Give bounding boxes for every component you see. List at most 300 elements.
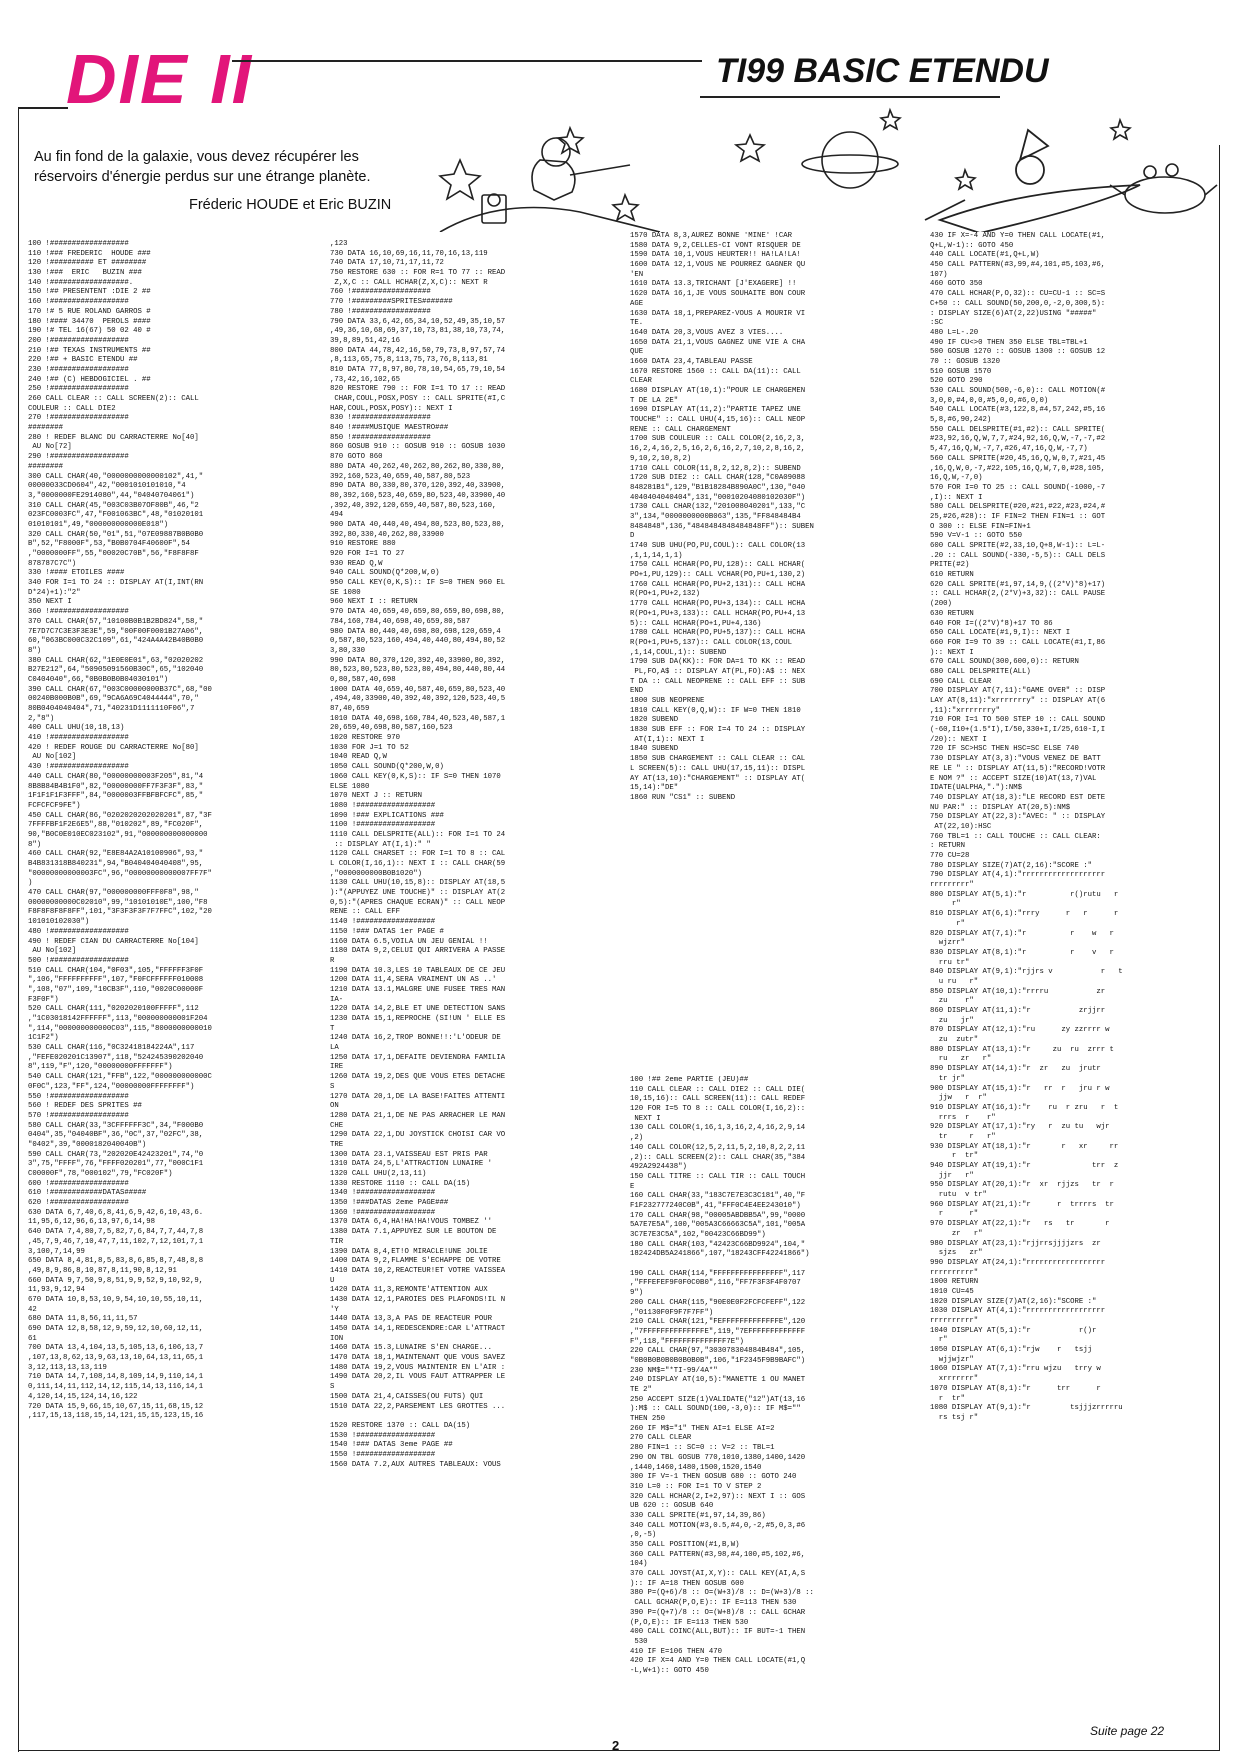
- code-line: ,1440,1460,1480,1500,1520,1540: [630, 1463, 762, 1472]
- code-line: 460 CALL CHAR(92,"E8E84A2A10100906",93,": [28, 850, 204, 859]
- code-line: C0404040",66,"0B0B0B0B04030101"): [28, 675, 169, 684]
- code-line: 250 ACCEPT SIZE(1)VALIDATE("12")AT(13,16: [630, 1395, 806, 1404]
- code-line: 023FC0003FC",47,"F001063BC",48,"01020101: [28, 511, 204, 520]
- code-line: 320 CALL CHAR(50,"01",51,"07E09887B0B0B0: [28, 530, 204, 539]
- code-line: 1290 DATA 22,1,DU JOYSTICK CHOISI CAR VO: [330, 1131, 506, 1140]
- code-line: 280 FIN=1 :: SC=0 :: V=2 :: TBL=1: [630, 1444, 775, 1453]
- code-line: 1070 NEXT J :: RETURN: [330, 792, 422, 801]
- code-line: R(PO+1,PU+3,133):: CALL HCHAR(PO,PU+4,13: [630, 609, 806, 618]
- code-line: 1050 CALL SOUND(Q*200,W,0): [330, 763, 444, 772]
- code-line: ",106,"FFFFFFFFFF",107,"F0FCFFFFFF010008: [28, 976, 204, 985]
- code-line: 392,80,330,40,262,80,33900: [330, 530, 444, 539]
- code-line: PL,FO,A$ :: DISPLAY AT(PL,FO):A$ :: NEX: [630, 667, 806, 676]
- code-line: 1030 FOR J=1 TO 52: [330, 743, 409, 752]
- code-line: 990 DATA 80,370,120,392,40,33900,80,392,: [330, 656, 506, 665]
- code-line: 1570 DATA 8,3,AUREZ BONNE 'MINE' !CAR: [630, 232, 793, 240]
- code-line: 1370 DATA 6,4,HA!HA!HA!VOUS TOMBEZ '': [330, 1218, 493, 1227]
- code-line: ########: [28, 462, 64, 471]
- code-line: ,"0000000000B0B1020"): [330, 869, 422, 878]
- code-line: #23,92,16,Q,W,7,7,#24,92,16,Q,W,-7,-7,#2: [930, 435, 1106, 444]
- code-line: 410 IF E=106 THEN 470: [630, 1647, 722, 1656]
- code-line: 960 NEXT I :: RETURN: [330, 598, 418, 607]
- code-line: 390 P=(Q+7)/8 :: O=(W+8)/8 :: CALL GCHAR: [630, 1608, 806, 1617]
- code-line: FCFCFCF9FE"): [28, 801, 81, 810]
- code-line: 560 CALL SPRITE(#20,45,16,Q,W,0,7,#21,45: [930, 454, 1106, 463]
- authors-credit: Fréderic HOUDE et Eric BUZIN: [189, 197, 392, 213]
- code-line: 15,14):"DE": [630, 784, 679, 793]
- code-line: 5A7E7E5A",100,"005A3C66663C5A",101,"005A: [630, 1221, 806, 1230]
- code-line: 1020 DISPLAY SIZE(7)AT(2,16):"SCORE :": [930, 1297, 1097, 1306]
- code-line: 494: [330, 511, 344, 520]
- code-line: ,"7FFFFFFFFFFFFFFE",119,"7EFFFFFFFFFFFFF: [630, 1327, 806, 1336]
- code-line: 4040404040404",131,"00010204080102030F"): [630, 493, 806, 502]
- code-line: 490 IF CU<>0 THEN 350 ELSE TBL=TBL+1: [930, 338, 1088, 347]
- code-line: tr r r": [930, 1132, 996, 1141]
- code-line: TIR: [330, 1237, 344, 1246]
- code-line: 700 DATA 13,4,104,13,5,105,13,6,106,13,7: [28, 1344, 204, 1353]
- code-line: 840 !####MUSIQUE MAESTRO###: [330, 424, 449, 433]
- code-line: 270 CALL CLEAR: [630, 1434, 692, 1443]
- code-line: 0,80,587,40,698: [330, 675, 396, 684]
- code-line: AU No[102]: [28, 947, 77, 956]
- code-line: 16,Q,W,-7,0): [930, 474, 983, 483]
- code-line: 700 DISPLAY AT(7,11):"GAME OVER" :: DISP: [930, 687, 1106, 696]
- code-line: 220 CALL CHAR(97,"303078304884B484",105,: [630, 1347, 806, 1356]
- code-line: r": [930, 1336, 948, 1345]
- code-line: 1690 DISPLAY AT(11,2):"PARTIE TAPEZ UNE: [630, 406, 801, 415]
- code-line: 1810 CALL KEY(0,Q,W):: IF W=0 THEN 1810: [630, 706, 801, 715]
- code-line: 1350 !###DATAS 2eme PAGE###: [330, 1199, 449, 1208]
- code-line: 900 DISPLAY AT(15,1):"r rr r jru r w: [930, 1084, 1110, 1093]
- code-line: COULEUR :: CALL DIE2: [28, 404, 116, 413]
- code-line: 930 DISPLAY AT(18,1):"r r xr rr: [930, 1142, 1119, 1151]
- code-line: 790 DATA 33,6,42,65,34,10,52,49,35,10,57: [330, 317, 506, 326]
- code-line: "0B0B0B0B0B0B0B0B",106,"1F2345F9B9BAFC"): [630, 1356, 806, 1365]
- code-line: 1700 SUB COULEUR :: CALL COLOR(2,16,2,3,: [630, 435, 806, 444]
- code-line: -L,W+1):: GOTO 450: [630, 1666, 709, 1675]
- code-line: 1330 RESTORE 1110 :: CALL DA(15): [330, 1179, 471, 1188]
- code-line: 1230 DATA 15,1,REPROCHE (SI!UN ' ELLE ES: [330, 1015, 506, 1023]
- code-line: HAR,COUL,POSX,POSY):: NEXT I: [330, 404, 453, 413]
- code-line: 5,47,16,Q,W,-7,7,#26,47,16,Q,W,-7,7): [930, 445, 1088, 454]
- code-line: 1390 DATA 8,4,ET!O MIRACLE!UNE JOLIE: [330, 1247, 488, 1256]
- code-line: 1860 RUN "CS1" :: SUBEND: [630, 793, 736, 802]
- code-line: T: [330, 1024, 335, 1033]
- code-line: 00000000000C02010",99,"10101010E",100,"F8: [28, 898, 208, 907]
- code-line: ,"FFFEFEF9F0F0C0B0",116,"FF7F3F3F4F0707: [630, 1279, 801, 1288]
- code-line: TRE: [330, 1140, 344, 1149]
- code-line: 39,8,89,51,42,16: [330, 336, 401, 345]
- code-line: 11,93,9,12,94: [28, 1286, 85, 1295]
- code-line: C00000F",78,"000102",79,"FC020F"): [28, 1170, 173, 1178]
- code-line: zr r": [930, 1229, 983, 1238]
- code-line: 850 DISPLAY AT(10,1):"rrrru zr: [930, 987, 1106, 996]
- stars: [440, 110, 1130, 220]
- code-line: ,45,7,9,46,7,10,47,7,11,102,7,12,101,7,1: [28, 1237, 204, 1246]
- code-line: 1680 DISPLAY AT(10,1):"POUR LE CHARGEMEN: [630, 387, 806, 395]
- code-line: 470 CALL CHAR(97,"000000000FFF0F8",98,": [28, 889, 199, 898]
- code-line: r": [930, 919, 966, 928]
- code-line: 970 DATA 40,659,40,659,80,659,80,698,80,: [330, 608, 506, 617]
- code-line: LA: [330, 1044, 339, 1053]
- code-line: : DISPLAY SIZE(6)AT(2,22)USING "#####": [930, 309, 1097, 318]
- code-line: 120 FOR I=5 TO 8 :: CALL COLOR(I,16,2)::: [630, 1105, 806, 1114]
- code-line: CHAR,COUL,POSX,POSY :: CALL SPRITE(#I,C: [330, 395, 506, 403]
- code-line: ,0,-5): [630, 1531, 657, 1540]
- code-line: 0,111,14,11,112,14,12,115,14,13,116,14,1: [28, 1383, 204, 1392]
- code-line: 140 !##################.: [28, 278, 134, 287]
- code-line: 540 CALL CHAR(121,"FFB",122,"000000000000C: [28, 1073, 212, 1082]
- code-line: 920 DISPLAY AT(17,1):"ry r zu tu wjr: [930, 1123, 1110, 1132]
- code-line: 450 CALL PATTERN(#3,99,#4,101,#5,103,#6,: [930, 261, 1106, 270]
- code-line: 200 !##################: [28, 336, 129, 345]
- code-line: 150 CALL TITRE :: CALL TIR :: CALL TOUCH: [630, 1172, 806, 1181]
- code-line: 340 CALL MOTION(#3,0.5,#4,0,-2,#5,0,3,#6: [630, 1521, 806, 1530]
- code-line: 1210 DATA 13.1,MALGRE UNE FUSEE TRES MAN: [330, 985, 506, 994]
- code-line: rru tr": [930, 958, 970, 967]
- code-line: 8484848",136,"4848484848484848FF"):: SUBEN: [630, 522, 814, 531]
- code-line: 470 CALL HCHAR(P,O,32):: CU=CU-1 :: SC=S: [930, 290, 1106, 299]
- code-line: 1800 SUB NEOPRENE: [630, 697, 705, 705]
- code-line: ,392,40,392,120,659,40,587,80,523,160,: [330, 501, 497, 510]
- code-line: 570 !##################: [28, 1111, 129, 1120]
- code-line: 660 DATA 9,7,50,9,8,51,9,9,52,9,10,92,9,: [28, 1276, 204, 1285]
- code-line: ,494,40,33900,40,392,40,392,120,523,40,5: [330, 695, 506, 704]
- code-line: AT(I,1):: NEXT I: [630, 735, 705, 744]
- code-line: 1670 RESTORE 1560 :: CALL DA(11):: CALL: [630, 367, 801, 376]
- code-line: 780 !##################: [330, 307, 431, 316]
- code-column-2: [330, 240, 620, 1745]
- code-line: 260 IF M$="1" THEN AI=1 ELSE AI=2: [630, 1424, 775, 1433]
- code-line: :: CALL HCHAR(2,(2*V)+3,32):: CALL PAUSE: [930, 590, 1106, 599]
- code-line: 820 RESTORE 790 :: FOR I=1 TO 17 :: READ: [330, 385, 506, 394]
- code-line: 300 IF V=-1 THEN GOSUB 680 :: GOTO 240: [630, 1473, 797, 1482]
- code-line: 290 ON TBL GOSUB 770,1010,1380,1400,1420: [630, 1453, 806, 1462]
- code-line: 310 CALL CHAR(45,"003C03B07OF80B",46,"2: [28, 501, 199, 510]
- code-line: :: DISPLAY AT(I,1):" ": [330, 840, 431, 849]
- code-line: 430 !##################: [28, 763, 129, 772]
- code-line: 620 !##################: [28, 1199, 129, 1208]
- code-line: 'EN: [630, 270, 644, 279]
- code-line: T DE LA 2E": [630, 396, 679, 405]
- code-line: 420 ! REDEF ROUGE DU CARRACTERRE No[80]: [28, 743, 199, 752]
- code-line: F",118,"FFFFFFFFFFFFFF7E"): [630, 1337, 744, 1346]
- code-line: ,16,Q,W,0,-7,#22,105,16,Q,W,7,0,#28,105,: [930, 464, 1106, 473]
- code-line: 1830 SUB EFF :: FOR I=4 TO 24 :: DISPLAY: [630, 726, 806, 735]
- code-line: 330 CALL SPRITE(#1,97,14,39,86): [630, 1511, 766, 1520]
- code-line: 100 !##################: [28, 240, 129, 248]
- code-line: 190 !# TEL 16(67) 50 02 40 #: [28, 327, 151, 336]
- code-line: 16,2,4,16,2,5,16,2,6,16,2,7,10,2,8,16,2,: [630, 445, 806, 454]
- code-line: 1050 DISPLAY AT(6,1):"rjw r tsjj: [930, 1346, 1093, 1355]
- code-line: ,"01130F0F9F7F7FF"): [630, 1308, 714, 1317]
- code-line: 130 !### ERIC BUZIN ###: [28, 269, 142, 278]
- code-line: r": [930, 900, 961, 909]
- code-line: 460 GOTO 350: [930, 280, 983, 289]
- code-line: 860 DISPLAY AT(11,1):"r zrjjrr: [930, 1007, 1106, 1015]
- code-line: ,2):: CALL SCREEN(2):: CALL CHAR(35,"384: [630, 1153, 806, 1162]
- header-rule-left: [18, 107, 68, 109]
- code-line: ,"0000000FF",55,"00020C70B",56,"F8F8F8F: [28, 550, 199, 558]
- space-illustration: [420, 100, 1220, 232]
- code-line: 25,#26,#28):: IF FIN=2 THEN FIN=1 :: GOT: [930, 512, 1106, 521]
- program-title: DIE II: [66, 40, 254, 118]
- code-line: 980 DATA 80,440,40,698,80,698,120,659,4: [330, 627, 501, 636]
- code-line: r tr": [930, 1394, 966, 1403]
- code-line: AGE: [630, 299, 644, 308]
- code-line: 580 CALL CHAR(33,"3CFFFFFF3C",34,"F000B0: [28, 1121, 204, 1130]
- code-line: 1260 DATA 19,2,DES QUE VOUS ETES DETACHE: [330, 1073, 506, 1082]
- code-line: 1110 CALL DELSPRITE(ALL):: FOR I=1 TO 24: [330, 830, 506, 839]
- intro-text: Au fin fond de la galaxie, vous devez récupérer les réservoirs d'énergie perdus sur une étrange planète.: [34, 149, 371, 185]
- code-line: 1040 READ Q,W: [330, 753, 387, 762]
- code-line: NEXT I: [630, 1114, 661, 1123]
- code-line: 440 CALL LOCATE(#1,Q+L,W): [930, 251, 1040, 260]
- code-line: ########: [28, 424, 64, 433]
- code-line: 480 L=L-.20: [930, 328, 979, 337]
- code-line: rrrs r r": [930, 1113, 996, 1122]
- code-line: 3C7E7E3C5A",102,"00423C66BD99"): [630, 1231, 766, 1239]
- code-line: 690 DATA 12,8,58,12,9,59,12,10,60,12,11,: [28, 1325, 204, 1333]
- code-line: IRE: [330, 1063, 344, 1072]
- code-line: 810 DATA 77,8,97,80,78,10,54,65,79,10,54: [330, 365, 506, 374]
- code-line: 4,120,14,15,124,14,16,122: [28, 1392, 138, 1401]
- code-line: R(PO+1,PU+2,132): [630, 590, 701, 599]
- code-line: 790 DISPLAY AT(4,1):"rrrrrrrrrrrrrrrrrrr: [930, 871, 1106, 880]
- code-line: RE LE " :: DISPLAY AT(11,5):"RECORD!VOTR: [930, 764, 1106, 773]
- code-line: E NOM ?" :: ACCEPT SIZE(10)AT(13,7)VAL: [930, 774, 1097, 783]
- code-line: ):"(APPUYEZ UNE TOUCHE)" :: DISPLAY AT(2: [330, 889, 506, 898]
- code-line: 510 CALL CHAR(104,"0F03",105,"FFFFFF3F0F: [28, 966, 204, 975]
- code-line: ",108,"07",109,"10CB3F",110,"0020C00000F: [28, 985, 204, 994]
- code-line: T DA :: CALL NEOPRENE :: CALL EFF :: SUB: [630, 677, 806, 686]
- code-line: 101010102030"): [28, 918, 90, 927]
- code-line: 1070 DISPLAY AT(8,1):"r trr r: [930, 1384, 1101, 1393]
- code-line: rs tsj r": [930, 1413, 979, 1422]
- code-line: TOUCHE" :: CALL UHU(4,15,16):: CALL NEOP: [630, 416, 806, 425]
- code-line: SE 1080: [330, 588, 361, 597]
- code-line: 680 CALL DELSPRITE(ALL): [930, 667, 1031, 676]
- frame-right-border: [1219, 145, 1220, 1751]
- code-line: B27E212",64,"50905091560B30C",65,"102040: [28, 666, 204, 675]
- code-line: "00000000000003FC",96,"00000000000007FF7F": [28, 869, 212, 878]
- code-line: 1460 DATA 15.3,LUNAIRE S'EN CHARGE...: [330, 1344, 493, 1353]
- code-line: TE.: [630, 319, 644, 328]
- code-line: 720 DATA 15,9,66,15,10,67,15,11,68,15,12: [28, 1402, 204, 1411]
- code-line: CLEAR: [630, 377, 652, 386]
- code-column-4: [630, 1076, 924, 1746]
- code-line: 1030 DISPLAY AT(4,1):"rrrrrrrrrrrrrrrrrr: [930, 1307, 1106, 1316]
- code-line: 1820 SUBEND: [630, 716, 679, 725]
- code-line: ON: [330, 1102, 339, 1111]
- code-line: R(PO+1,PU+5,137):: CALL COLOR(13,COUL: [630, 638, 793, 647]
- code-line: 42: [28, 1305, 37, 1314]
- code-line: 492A2924438"): [630, 1163, 687, 1172]
- code-line: 784,160,784,40,698,40,659,80,587: [330, 617, 471, 626]
- code-line: D: [630, 532, 635, 541]
- code-line: 1380 DATA 7.1,APPUYEZ SUR LE BOUTON DE: [330, 1228, 497, 1237]
- code-line: 1080 !##################: [330, 801, 436, 810]
- code-line: 1190 DATA 10.3,LES 10 TABLEAUX DE CE JEU: [330, 966, 506, 975]
- code-line: 710 FOR I=1 TO 500 STEP 10 :: CALL SOUND: [930, 716, 1106, 725]
- code-line: 720 IF SC>HSC THEN HSC=SC ELSE 740: [930, 745, 1079, 754]
- code-line: 590 V=V-1 :: GOTO 550: [930, 532, 1022, 541]
- code-line: 7E7D7C7C3E3F3E3E",59,"00F00F0001B27A06",: [28, 627, 204, 636]
- header-rule: [232, 60, 702, 62]
- code-line: 1060 CALL KEY(0,K,S):: IF S=0 THEN 1070: [330, 772, 501, 781]
- code-line: F8F8F8F8F8FF",101,"3F3F3F3F7F7FFC",102,"20: [28, 908, 212, 917]
- code-line: S: [330, 1082, 335, 1091]
- code-line: 1040 DISPLAY AT(5,1):"r r()r: [930, 1326, 1097, 1335]
- code-line: 350 CALL POSITION(#1,B,W): [630, 1541, 740, 1549]
- code-line: CALL GCHAR(P,O,E):: IF E=113 THEN 530: [630, 1599, 797, 1608]
- code-line: 630 RETURN: [930, 609, 974, 618]
- code-line: 380 P=(Q+6)/8 :: O=(W+3)/8 :: D=(W+3)/8 ::: [630, 1589, 814, 1598]
- code-line: 1130 CALL UHU(10,15,8):: DISPLAY AT(18,5: [330, 879, 506, 888]
- code-line: 1280 DATA 21,1,DE NE PAS ARRACHER LE MAN: [330, 1111, 506, 1120]
- code-line: [330, 1412, 620, 1422]
- code-line: END: [630, 687, 644, 696]
- code-line: 160 CALL CHAR(33,"183C7E7E3C3C181",40,"F: [630, 1192, 806, 1201]
- code-line: 920 FOR I=1 TO 27: [330, 550, 405, 558]
- code-line: 5,8,#6,90,242): [930, 416, 992, 425]
- code-line: 1770 CALL HCHAR(PO,PU+3,134):: CALL HCHA: [630, 600, 806, 609]
- code-line: 90,"B0C0E010EC023102",91,"000000000000000: [28, 830, 208, 839]
- code-line: 1790 SUB DA(KK):: FOR DA=1 TO KK :: READ: [630, 658, 806, 667]
- code-line: rutu v tr": [930, 1191, 987, 1200]
- code-line: ,11):"xrrrrrrry": [930, 706, 1001, 715]
- code-line: 240 !## (C) HEBDOGICIEL . ##: [28, 375, 151, 384]
- code-line: 980 DISPLAY AT(23,1):"rjjrrsjjjjzrs zr: [930, 1239, 1101, 1248]
- code-line: 1020 RESTORE 970: [330, 734, 401, 743]
- code-line: 3,80,330: [330, 646, 366, 655]
- code-line: 280 ! REDEF BLANC DU CARRACTERRE No[40]: [28, 433, 199, 442]
- code-line: 1510 DATA 22,2,PARSEMENT LES GROTTES ...: [330, 1402, 506, 1411]
- code-line: wjzrr": [930, 939, 966, 948]
- code-line: 1090 !### EXPLICATIONS ###: [330, 811, 444, 820]
- code-line: 70 :: GOSUB 1320: [930, 357, 1001, 366]
- code-line: 520 CALL CHAR(111,"0202020100FFFFF",112: [28, 1005, 199, 1014]
- code-line: 140 CALL COLOR(12,5,2,11,5,2,10,8,2,2,11: [630, 1143, 806, 1152]
- code-line: 240 DISPLAY AT(10,5):"MANETTE 1 OU MANET: [630, 1376, 806, 1385]
- code-line: 5):: CALL HCHAR(PO+1,PU+4,136): [630, 619, 762, 628]
- code-line: 130 CALL COLOR(1,16,1,3,16,2,4,16,2,9,14: [630, 1124, 806, 1133]
- code-line: 878787C7C"): [28, 559, 77, 568]
- code-line: 1060 DISPLAY AT(7,1):"rru wjzu trry w: [930, 1365, 1101, 1374]
- code-line: rrrrrrrrrr": [930, 1268, 979, 1277]
- code-line: 270 !##################: [28, 414, 129, 423]
- code-line: 1640 DATA 20,3,VOUS AVEZ 3 VIES....: [630, 328, 784, 337]
- code-line: L COLOR(I,16,1):: NEXT I :: CALL CHAR(59: [330, 860, 506, 868]
- code-line: zu jr": [930, 1016, 974, 1025]
- code-line: 1240 DATA 16,2,TROP BONNE!!:'L'ODEUR DE: [330, 1034, 501, 1043]
- code-line: 3,12,113,13,13,119: [28, 1363, 107, 1372]
- code-line: 1360 !##################: [330, 1208, 436, 1217]
- code-line: 840 DISPLAY AT(9,1):"rjjrs v r t: [930, 968, 1123, 977]
- code-line: 3,"0000000FE2914080",44,"04040704061"): [28, 491, 195, 500]
- page-number: 2: [612, 1738, 620, 1753]
- code-line: 530 CALL CHAR(116,"0C32418184224A",117: [28, 1044, 195, 1053]
- code-line: 900 DATA 40,440,40,494,80,523,80,523,80,: [330, 520, 506, 529]
- code-line: R: [330, 956, 335, 965]
- code-line: 880 DISPLAY AT(13,1):"r zu ru zrrr t: [930, 1045, 1114, 1054]
- code-line: 0,587,80,523,160,494,40,440,80,494,80,52: [330, 637, 506, 646]
- code-line: B4B831318B840231",94,"B040404040408",95,: [28, 860, 204, 868]
- code-line: ,49,36,10,68,69,37,10,73,81,38,10,73,74,: [330, 327, 506, 336]
- code-line: 180 !#### 34470 PEROLS ####: [28, 317, 151, 326]
- code-line: 1720 SUB DIE2 :: CALL CHAR(128,"C0A09088: [630, 474, 806, 483]
- code-line: 1000 DATA 40,659,40,587,40,659,80,523,40: [330, 685, 506, 694]
- code-line: 20,659,40,698,80,587,160,523: [330, 724, 453, 733]
- code-line: 640 FOR I=((2*V)*8)+17 TO 86: [930, 619, 1053, 628]
- code-line: 1300 DATA 23.1,VAISSEAU EST PRIS PAR: [330, 1150, 488, 1159]
- code-line: 780 DISPLAY SIZE(7)AT(2,16):"SCORE :": [930, 861, 1093, 870]
- code-line: 1560 DATA 7.2,AUX AUTRES TABLEAUX: VOUS: [330, 1460, 501, 1469]
- code-line: sjzs zr": [930, 1249, 983, 1258]
- code-line: 750 DISPLAY AT(22,3):"AVEC: " :: DISPLAY: [930, 813, 1106, 822]
- code-line: L SCREEN(5):: CALL UHU(17,15,11):: DISPL: [630, 764, 806, 773]
- language-underline: [700, 96, 1000, 98]
- code-line: 0F0C",123,"FF",124,"00000000FFFFFFFF"): [28, 1082, 195, 1091]
- code-line: 360 CALL PATTERN(#3,98,#4,100,#5,102,#6,: [630, 1550, 806, 1559]
- code-line: 1310 DATA 24,5,L'ATTRACTION LUNAIRE ': [330, 1160, 493, 1169]
- code-line: O 300 :: ELSE FIN=FIN+1: [930, 522, 1031, 531]
- code-line: 80,523,80,523,80,523,80,494,80,440,80,44: [330, 666, 506, 675]
- code-line: 630 DATA 6,7,40,6,8,41,6,9,42,6,10,43,6.: [28, 1208, 204, 1217]
- code-line: 1850 SUB CHARGEMENT :: CALL CLEAR :: CAL: [630, 755, 806, 764]
- code-line: 770 CU=28: [930, 852, 970, 860]
- code-line: 350 NEXT I: [28, 598, 72, 607]
- code-line: 550 !##################: [28, 1092, 129, 1101]
- code-line: 1480 DATA 19,2,VOUS MAINTENIR EN L'AIR :: [330, 1363, 506, 1372]
- alien-crab: [1110, 164, 1217, 213]
- code-line: 9"): [630, 1289, 644, 1298]
- code-line: 120 !########## ET ########: [28, 259, 147, 268]
- code-line: 610 !############DATAS#####: [28, 1189, 147, 1198]
- code-line: 87,40,659: [330, 705, 370, 713]
- code-line: B",52,"F8000F",53,"B0B0704F40600F",54: [28, 540, 191, 549]
- code-line: [630, 1260, 924, 1270]
- code-line: (P,O,E):: IF E=113 THEN 530: [630, 1618, 749, 1627]
- code-line: F1F232777240C0B",41,"FFF0C4E4EE243010"): [630, 1201, 801, 1210]
- code-line: 1430 DATA 12,1,PAROIES DES PLAFONDS!IL N: [330, 1295, 506, 1304]
- code-line: tr jr": [930, 1074, 966, 1083]
- code-line: 1010 CU=45: [930, 1287, 974, 1296]
- code-line: 11,95,6,12,96,6,13,97,6,14,98: [28, 1218, 155, 1227]
- code-line: 360 !##################: [28, 608, 129, 617]
- code-line: ru zr r": [930, 1055, 992, 1064]
- code-line: 1540 !### DATAS 3eme PAGE ##: [330, 1441, 453, 1450]
- code-line: ,1,1,14,1,1): [630, 551, 683, 560]
- code-line: ,"1C03018142FFFFFF",113,"000000000001F204: [28, 1015, 208, 1023]
- code-line: rrrrrrrrr": [930, 881, 974, 890]
- code-line: 7FFFFBF1F2E6E5",88,"010202",89,"FC020F",: [28, 821, 204, 830]
- code-line: 1600 DATA 12,1,VOUS NE POURREZ GAGNER QU: [630, 261, 806, 270]
- code-line: 220 !## + BASIC ETENDU ##: [28, 356, 138, 365]
- code-line: 1220 DATA 14,2,BLE ET UNE DETECTION SANS: [330, 1005, 506, 1014]
- code-line: (200): [930, 600, 952, 609]
- code-line: 0,5):"(APRES CHAQUE ECRAN)" :: CALL NEOP: [330, 898, 506, 907]
- code-line: 910 DISPLAY AT(16,1):"r ru r zru r t: [930, 1103, 1119, 1112]
- code-line: 550 CALL DELSPRITE(#1,#2):: CALL SPRITE(: [930, 425, 1106, 434]
- code-line: 500 GOSUB 1270 :: GOSUB 1300 :: GOSUB 12: [930, 348, 1106, 357]
- code-line: 340 FOR I=1 TO 24 :: DISPLAY AT(I,INT(RN: [28, 579, 204, 588]
- code-line: CHE: [330, 1121, 344, 1130]
- code-line: AY AT(13,10):"CHARGEMENT" :: DISPLAY AT(: [630, 774, 806, 783]
- code-line: 830 !##################: [330, 414, 431, 423]
- code-line: RENE :: CALL EFF: [330, 908, 401, 917]
- code-line: PRITE(#2): [930, 561, 970, 570]
